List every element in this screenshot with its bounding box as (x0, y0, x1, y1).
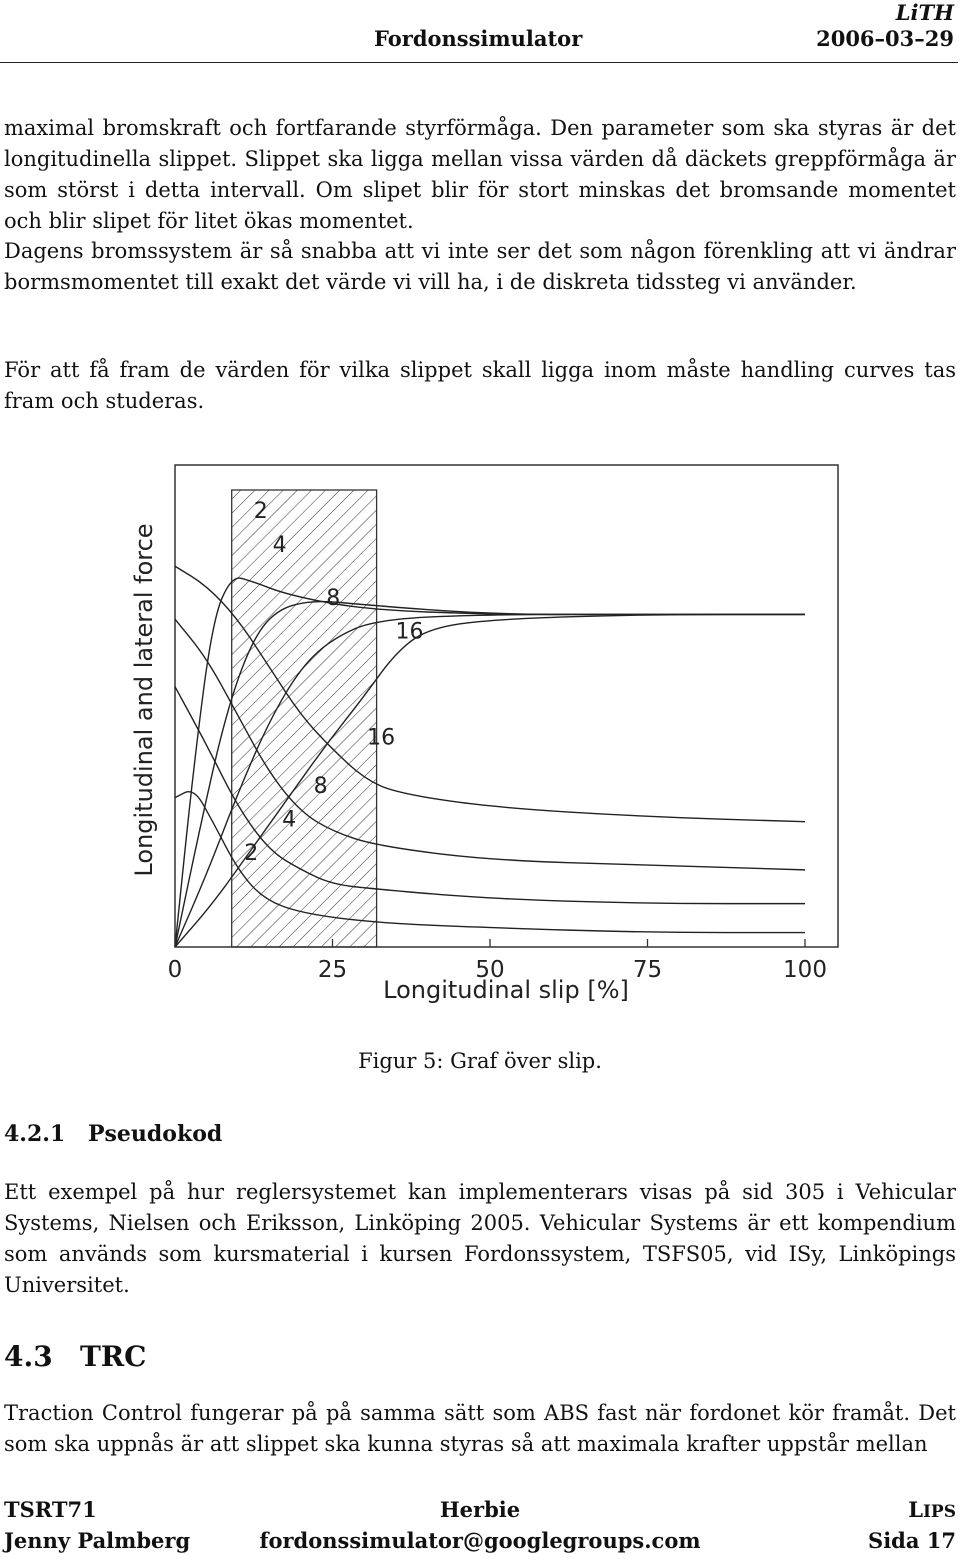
section-heading-421 (4, 1121, 222, 1147)
x-tick-label: 50 (475, 957, 505, 983)
curve-label: 4 (272, 532, 287, 558)
section-number: 4.3 (4, 1340, 53, 1373)
curve-label: 2 (253, 499, 268, 525)
header-org: LiTH (895, 0, 954, 25)
footer-author: Jenny Palmberg (4, 1528, 191, 1553)
header-date: 2006–03–29 (816, 26, 954, 51)
curve-label: 2 (244, 841, 259, 867)
footer-group: Herbie (439, 1497, 521, 1522)
curve-label: 16 (367, 725, 396, 751)
section-421-text: Ett exempel på hur reglersystemet kan implementerars visas på sid 305 i Vehicular Systems, Nielsen och Eriksson, Linköping 2005. Vehicular Systems är ett kompendium som används som kursmaterial i kursen Fordonssystem, TSFS05, vid ISy, Linköpings Universitet. (4, 1180, 956, 1297)
section-title: TRC (80, 1340, 147, 1373)
x-tick-label: 0 (167, 957, 183, 983)
footer-course: TSRT71 (4, 1497, 97, 1522)
section-number: 4.2.1 (4, 1121, 66, 1147)
header-title: Fordonssimulator (374, 26, 583, 51)
footer-page: Sida 17 (868, 1528, 956, 1553)
curve-label: 4 (282, 807, 297, 833)
slip-figure (120, 455, 840, 1015)
section-43-text: Traction Control fungerar på på samma sätt som ABS fast när fordonet kör framåt. Det som ska uppnås är att slippet ska kunna styras så att maximala krafter uppstår mellan (4, 1401, 956, 1456)
paragraph-2: Dagens bromssystem är så snabba att vi inte ser det som någon förenkling att vi ändrar bormsmomentet till exakt det värde vi vill ha, i de diskreta tidssteg vi använder. (4, 239, 956, 294)
footer-email: fordonssimulator@googlegroups.com (259, 1528, 701, 1553)
paragraph-3: För att få fram de värden för vilka slippet skall ligga inom måste handling curves tas fram och studeras. (4, 358, 956, 413)
curve-label: 8 (313, 773, 328, 799)
x-tick-label: 100 (783, 957, 827, 983)
figure-caption (0, 1049, 960, 1073)
page-header (0, 0, 958, 56)
x-tick-label: 75 (632, 957, 663, 983)
curve-label: 16 (395, 619, 424, 645)
footer-project: LIPS (908, 1497, 956, 1522)
paragraph-1: maximal bromskraft och fortfarande styrförmåga. Den parameter som ska styras är det longitudinella slippet. Slippet ska ligga mellan vissa värden då däckets greppförmåga är som störst i detta intervall. Om slipet blir för stort minskas det bromsande momentet och blir slipet för litet ökas momentet. (4, 116, 956, 233)
y-axis-label: Longitudinal and lateral force (130, 523, 158, 877)
figure-caption-text: Figur 5: Graf över slip. (358, 1049, 602, 1073)
section-title: Pseudokod (88, 1121, 223, 1147)
x-axis-label: Longitudinal slip [%] (383, 976, 629, 1004)
x-tick-label: 25 (317, 957, 348, 983)
header-rule (0, 62, 958, 63)
section-heading-43 (4, 1340, 146, 1373)
curve-label: 8 (326, 585, 341, 611)
